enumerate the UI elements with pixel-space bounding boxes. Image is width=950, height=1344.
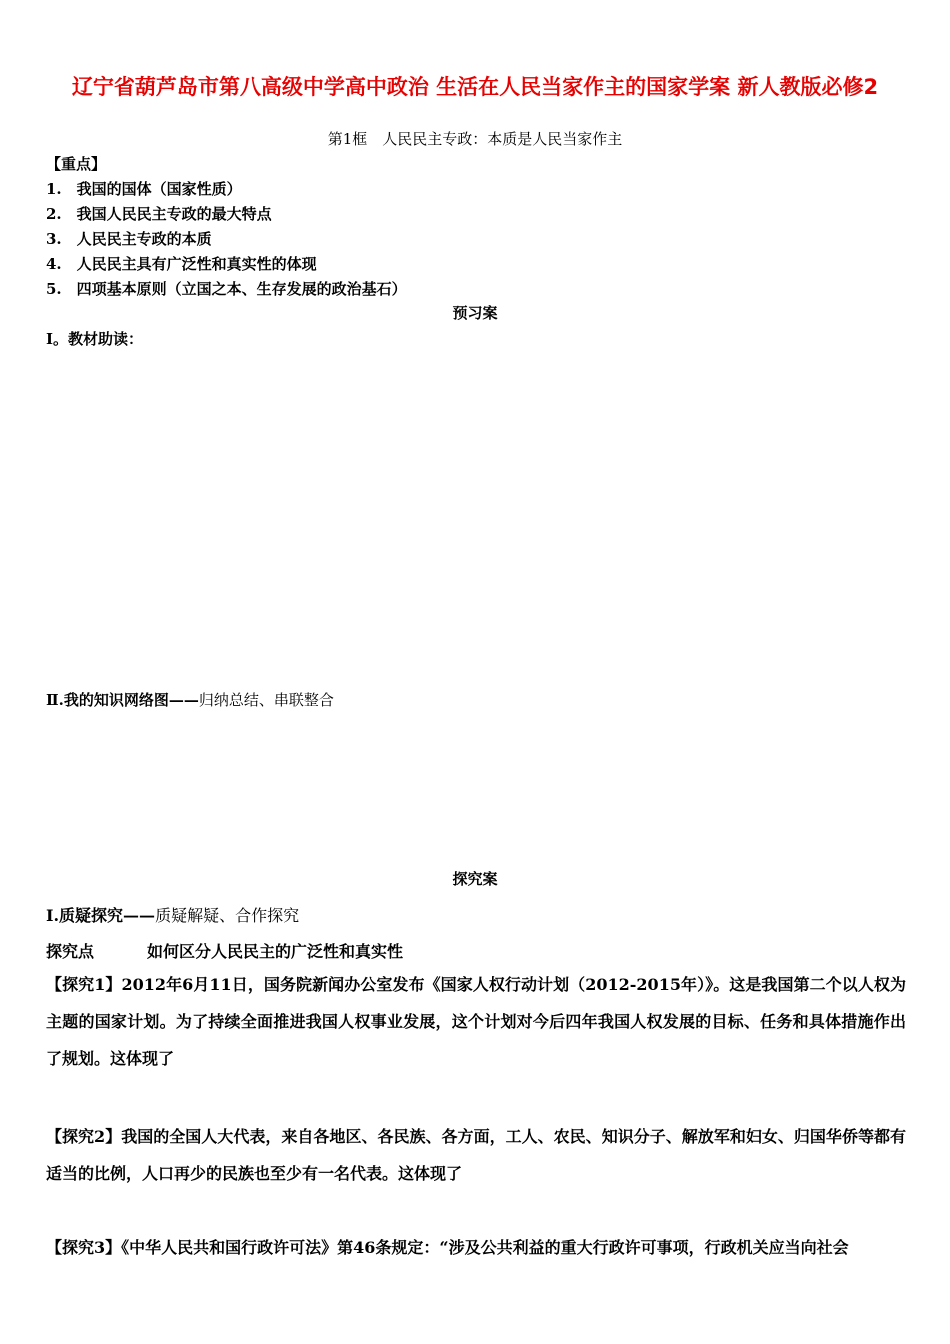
key-point-item: 3. 人民民主专政的本质	[46, 230, 212, 248]
knowledge-network-label	[46, 689, 334, 710]
inquiry-section-title: Ⅰ.质疑探究——	[46, 906, 156, 925]
key-points-heading: 【重点】	[46, 155, 107, 173]
inquiry-point-label: 探究点	[46, 942, 95, 961]
explore-heading: 探究案	[452, 870, 498, 888]
inquiry-section-label	[46, 903, 299, 926]
inquiry-question-3: 【探究3】《中华人民共和国行政许可法》第46条规定：“涉及公共利益的重大行政许可事项，行政机关应当向社会	[46, 1238, 849, 1257]
key-point-item: 4. 人民民主具有广泛性和真实性的体现	[46, 255, 317, 273]
key-point-item: 5. 四项基本原则（立国之本、生存发展的政治基石）	[46, 280, 407, 298]
key-point-item: 1. 我国的国体（国家性质）	[46, 180, 242, 198]
knowledge-network-title: Ⅱ.我的知识网络图——	[46, 691, 199, 709]
inquiry-section-desc: 质疑解疑、合作探究	[155, 906, 300, 925]
preview-heading: 预习案	[452, 304, 498, 322]
textbook-reading-label: Ⅰ。教材助读：	[46, 330, 144, 348]
document-title: 辽宁省葫芦岛市第八高级中学高中政治 生活在人民当家作主的国家学案 新人教版必修2	[71, 75, 879, 99]
inquiry-question-2: 【探究2】我国的全国人大代表，来自各地区、各民族、各方面，工人、农民、知识分子、解放军和妇女、归国华侨等都有适当的比例，人口再少的民族也至少有一名代表。这体现了	[46, 1127, 906, 1183]
lesson-subtitle: 第1框 人民民主专政：本质是人民当家作主	[327, 130, 623, 148]
key-point-item: 2. 我国人民民主专政的最大特点	[46, 205, 272, 223]
inquiry-point-text: 如何区分人民民主的广泛性和真实性	[147, 942, 404, 961]
inquiry-question-1: 【探究1】2012年6月11日，国务院新闻办公室发布《国家人权行动计划（2012-2015年）》。这是我国第二个以人权为主题的国家计划。为了持续全面推进我国人权事业发展，这个计划对今后四年我国人权发展的目标、任务和具体措施作出了规划。这体现了	[46, 975, 906, 1068]
knowledge-network-desc: 归纳总结、串联整合	[198, 691, 334, 709]
